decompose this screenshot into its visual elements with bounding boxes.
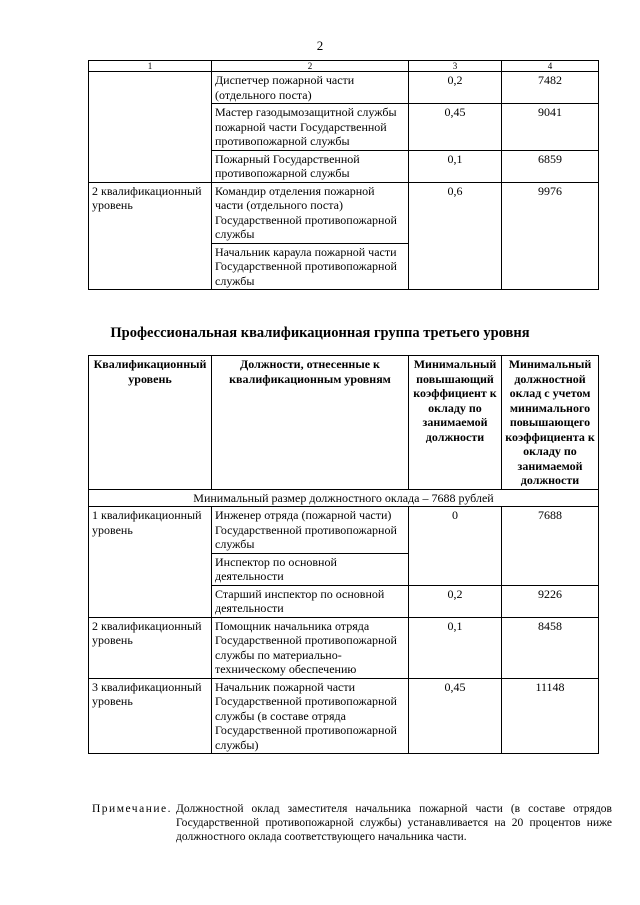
- position-cell: Пожарный Государственной противопожарной службы: [212, 150, 409, 182]
- header-positions: Должности, отнесенные к квалификационным уровням: [212, 356, 409, 490]
- position-cell: Инспектор по основной деятельности: [212, 553, 409, 585]
- salary-cell: 11148: [502, 678, 599, 754]
- header-coefficient: Минимальный повышающий коэффициент к окладу по занимаемой должности: [409, 356, 502, 490]
- coefficient-cell: 0,45: [409, 678, 502, 754]
- coefficient-cell: 0,45: [409, 104, 502, 151]
- position-cell: Мастер газодымозащитной службы пожарной части Государственной противопожарной службы: [212, 104, 409, 151]
- salary-cell: 8458: [502, 617, 599, 678]
- position-cell: Командир отделения пожарной части (отдельного поста) Государственной противопожарной службы: [212, 182, 409, 243]
- level-cell: 2 квалификационный уровень: [89, 182, 212, 290]
- column-number: 1: [89, 61, 212, 72]
- position-cell: Старший инспектор по основной деятельности: [212, 585, 409, 617]
- column-number: 4: [502, 61, 599, 72]
- salary-cell: 9226: [502, 585, 599, 617]
- level-cell: 1 квалификационный уровень: [89, 507, 212, 618]
- note-text: Должностной оклад заместителя начальника пожарной части (в составе отрядов Государственной противопожарной службы) устанавливается на 20 процентов ниже должностного оклада соответствующего начальника части.: [176, 803, 612, 843]
- coefficient-cell: 0,2: [409, 72, 502, 104]
- salary-cell: 7482: [502, 72, 599, 104]
- level-cell: 3 квалификационный уровень: [89, 678, 212, 754]
- note: [92, 802, 612, 844]
- table-row: [89, 72, 599, 104]
- third-level-salary-table: [88, 355, 599, 754]
- page-number: 2: [316, 38, 324, 53]
- coefficient-cell: 0,1: [409, 150, 502, 182]
- salary-cell: 6859: [502, 150, 599, 182]
- header-salary: Минимальный должностной оклад с учетом минимального повышающего коэффициента к окладу по занимаемой должности: [502, 356, 599, 490]
- level-cell: [89, 72, 212, 183]
- coefficient-cell: 0,6: [409, 182, 502, 290]
- table-row: [89, 182, 599, 243]
- note-label: Примечание.: [92, 803, 172, 815]
- position-cell: Диспетчер пожарной части (отдельного поста): [212, 72, 409, 104]
- min-salary-text: Минимальный размер должностного оклада – 7688 рублей: [89, 489, 599, 507]
- coefficient-cell: 0,1: [409, 617, 502, 678]
- position-cell: Инженер отряда (пожарной части) Государственной противопожарной службы: [212, 507, 409, 554]
- table-header-row: [89, 356, 599, 490]
- coefficient-cell: 0,2: [409, 585, 502, 617]
- header-level: Квалификационный уровень: [89, 356, 212, 490]
- level-cell: 2 квалификационный уровень: [89, 617, 212, 678]
- continued-salary-table: [88, 60, 599, 290]
- column-number-row: [89, 61, 599, 72]
- column-number: 2: [212, 61, 409, 72]
- salary-cell: 7688: [502, 507, 599, 586]
- salary-cell: 9041: [502, 104, 599, 151]
- position-cell: Помощник начальника отряда Государственной противопожарной службы по материально-техническому обеспечению: [212, 617, 409, 678]
- section-title: Профессиональная квалификационная группа третьего уровня: [110, 325, 530, 341]
- salary-cell: 9976: [502, 182, 599, 290]
- table-row: [89, 678, 599, 754]
- table-row: [89, 507, 599, 554]
- table-row: [89, 617, 599, 678]
- min-salary-row: [89, 489, 599, 507]
- coefficient-cell: 0: [409, 507, 502, 586]
- position-cell: Начальник пожарной части Государственной противопожарной службы (в составе отряда Государственной противопожарной службы): [212, 678, 409, 754]
- column-number: 3: [409, 61, 502, 72]
- position-cell: Начальник караула пожарной части Государственной противопожарной службы: [212, 243, 409, 290]
